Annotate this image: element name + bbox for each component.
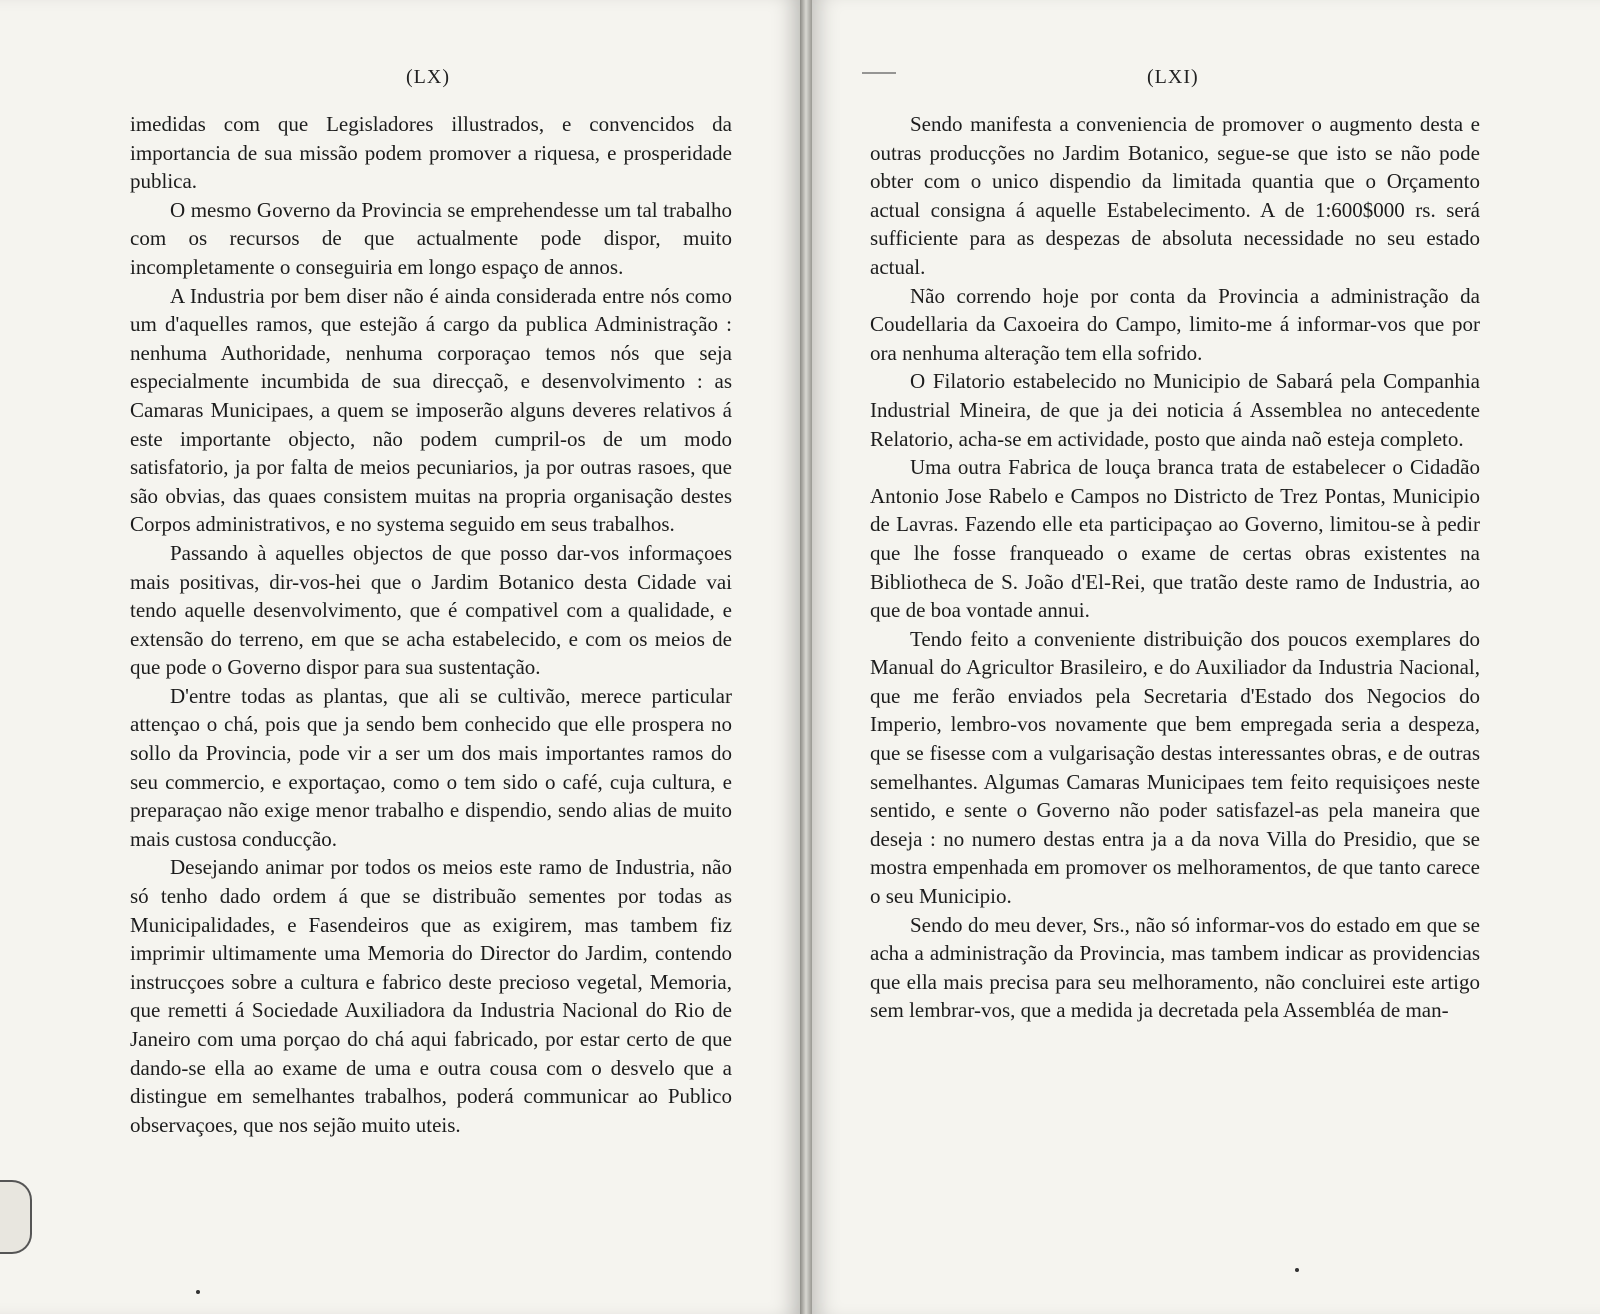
- paragraph: O mesmo Governo da Provincia se emprehendesse um tal trabalho com os recursos de que actualmente pode dispor, muito incompletamente o conseguiria em longo espaço de annos.: [130, 197, 732, 279]
- paragraph: D'entre todas as plantas, que ali se cultivão, merece particular attençao o chá, pois que ja sendo bem conhecido que elle prospera no sollo da Provincia, pode vir a ser um dos mais importantes ramos do seu commercio, e exportaçao, como o tem sido o café, cuja cultura, e preparaçao não exige menor trabalho e dispendio, sendo alias de muito mais custosa conducção.: [130, 683, 732, 851]
- left-page-text: [130, 110, 732, 1139]
- paragraph: Não correndo hoje por conta da Provincia a administração da Coudellaria da Caxoeira do Campo, limito-me á informar-vos que por ora nenhuma alteração tem ella sofrido.: [870, 283, 1480, 365]
- book-gutter: [800, 0, 812, 1314]
- paragraph: Uma outra Fabrica de louça branca trata de estabelecer o Cidadão Antonio Jose Rabelo e Campos no Districto de Trez Pontas, Municipio de Lavras. Fazendo elle eta participaçao ao Governo, limitou-se à pedir que lhe fosse franqueado o exame de certas obras existentes na Bibliotheca de S. João d'El-Rei, que tratão deste ramo de Industria, ao que de boa vontade annui.: [870, 455, 1480, 623]
- paragraph: O Filatorio estabelecido no Municipio de Sabará pela Companhia Industrial Mineira, de que ja dei noticia á Assemblea no antecedente Relatorio, acha-se em actividade, posto que ainda naõ esteja completo.: [870, 369, 1480, 451]
- paragraph: A Industria por bem diser não é ainda considerada entre nós como um d'aquelles ramos, que estejão á cargo da publica Administração : nenhuma Authoridade, nenhuma corporaçao temos nós que seja especialmente incumbida de sua direcçaõ, e desenvolvimento : as Camaras Municipaes, a quem se imposerão alguns deveres relativos á este importante objecto, não podem cumpril-os de um modo satisfatorio, ja por falta de meios pecuniarios, ja por outras rasoes, que são obvias, das quaes consistem muitas na propria organisação destes Corpos administrativos, e no systema seguido em seus trabalhos.: [130, 283, 732, 537]
- page-corner-tear: [0, 1180, 32, 1254]
- paragraph: Sendo manifesta a conveniencia de promover o augmento desta e outras producções no Jardim Botanico, segue-se que isto se não pode obter com o unico dispendio da limitada quantia que o Orçamento actual consigna á aquelle Estabelecimento. A de 1:600$000 rs. será sufficiente para as despezas de absoluta necessidade no seu estado actual.: [870, 112, 1480, 279]
- scan-speck: [1295, 1268, 1299, 1272]
- paragraph: Sendo do meu dever, Srs., não só informar-vos do estado em que se acha a administração da Provincia, mas tambem indicar as providencias que ella mais precisa para seu melhoramento, não concluirei este artigo sem lembrar-vos, que a medida ja decretada pela Assembléa de man-: [870, 912, 1480, 1023]
- right-page-text: [870, 110, 1480, 1025]
- scan-speck: [196, 1290, 200, 1294]
- paragraph: Passando à aquelles objectos de que posso dar-vos informaçoes mais positivas, dir-vos-hei que o Jardim Botanico desta Cidade vai tendo aquelle desenvolvimento, que é compativel com a qualidade, e extensão do terreno, em que se acha estabelecido, e com os meios de que pode o Governo dispor para sua sustentação.: [130, 540, 732, 680]
- page-number-left: (LX): [406, 66, 450, 88]
- page-number-right: (LXI): [1147, 66, 1199, 88]
- right-page: [812, 0, 1600, 1314]
- paragraph: Desejando animar por todos os meios este ramo de Industria, não só tenho dado ordem á que se distribuão sementes por todas as Municipalidades, e Fasendeiros que as exigirem, mas tambem fiz imprimir ultimamente uma Memoria do Director do Jardim, contendo instrucçoes sobre a cultura e fabrico deste precioso vegetal, Memoria, que remetti á Sociedade Auxiliadora da Industria Nacional do Rio de Janeiro com uma porçao do chá aqui fabricado, por estar certo de que dando-se ella ao exame de uma e outra cousa com o desvelo que a distingue em semelhantes trabalhos, poderá communicar ao Publico observaçoes, que nos sejão muito uteis.: [130, 855, 732, 1137]
- scan-mark: [862, 72, 896, 74]
- paragraph: Tendo feito a conveniente distribuição dos poucos exemplares do Manual do Agricultor Brasileiro, e do Auxiliador da Industria Nacional, que me ferão enviados pela Secretaria d'Estado dos Negocios do Imperio, lembro-vos novamente que bem empregada seria a despeza, que se fisesse com a vulgarisação destas interessantes obras, e de outras semelhantes. Algumas Camaras Municipaes tem feito requisiçoes neste sentido, e sente o Governo não poder satisfazel-as pela maneira que deseja : no numero destas entra ja a da nova Villa do Presidio, que se mostra empenhada em promover os melhoramentos, de que tanto carece o seu Municipio.: [870, 626, 1480, 909]
- paragraph: imedidas com que Legisladores illustrados, e convencidos da importancia de sua missão podem promover a riquesa, e prosperidade publica.: [130, 112, 732, 194]
